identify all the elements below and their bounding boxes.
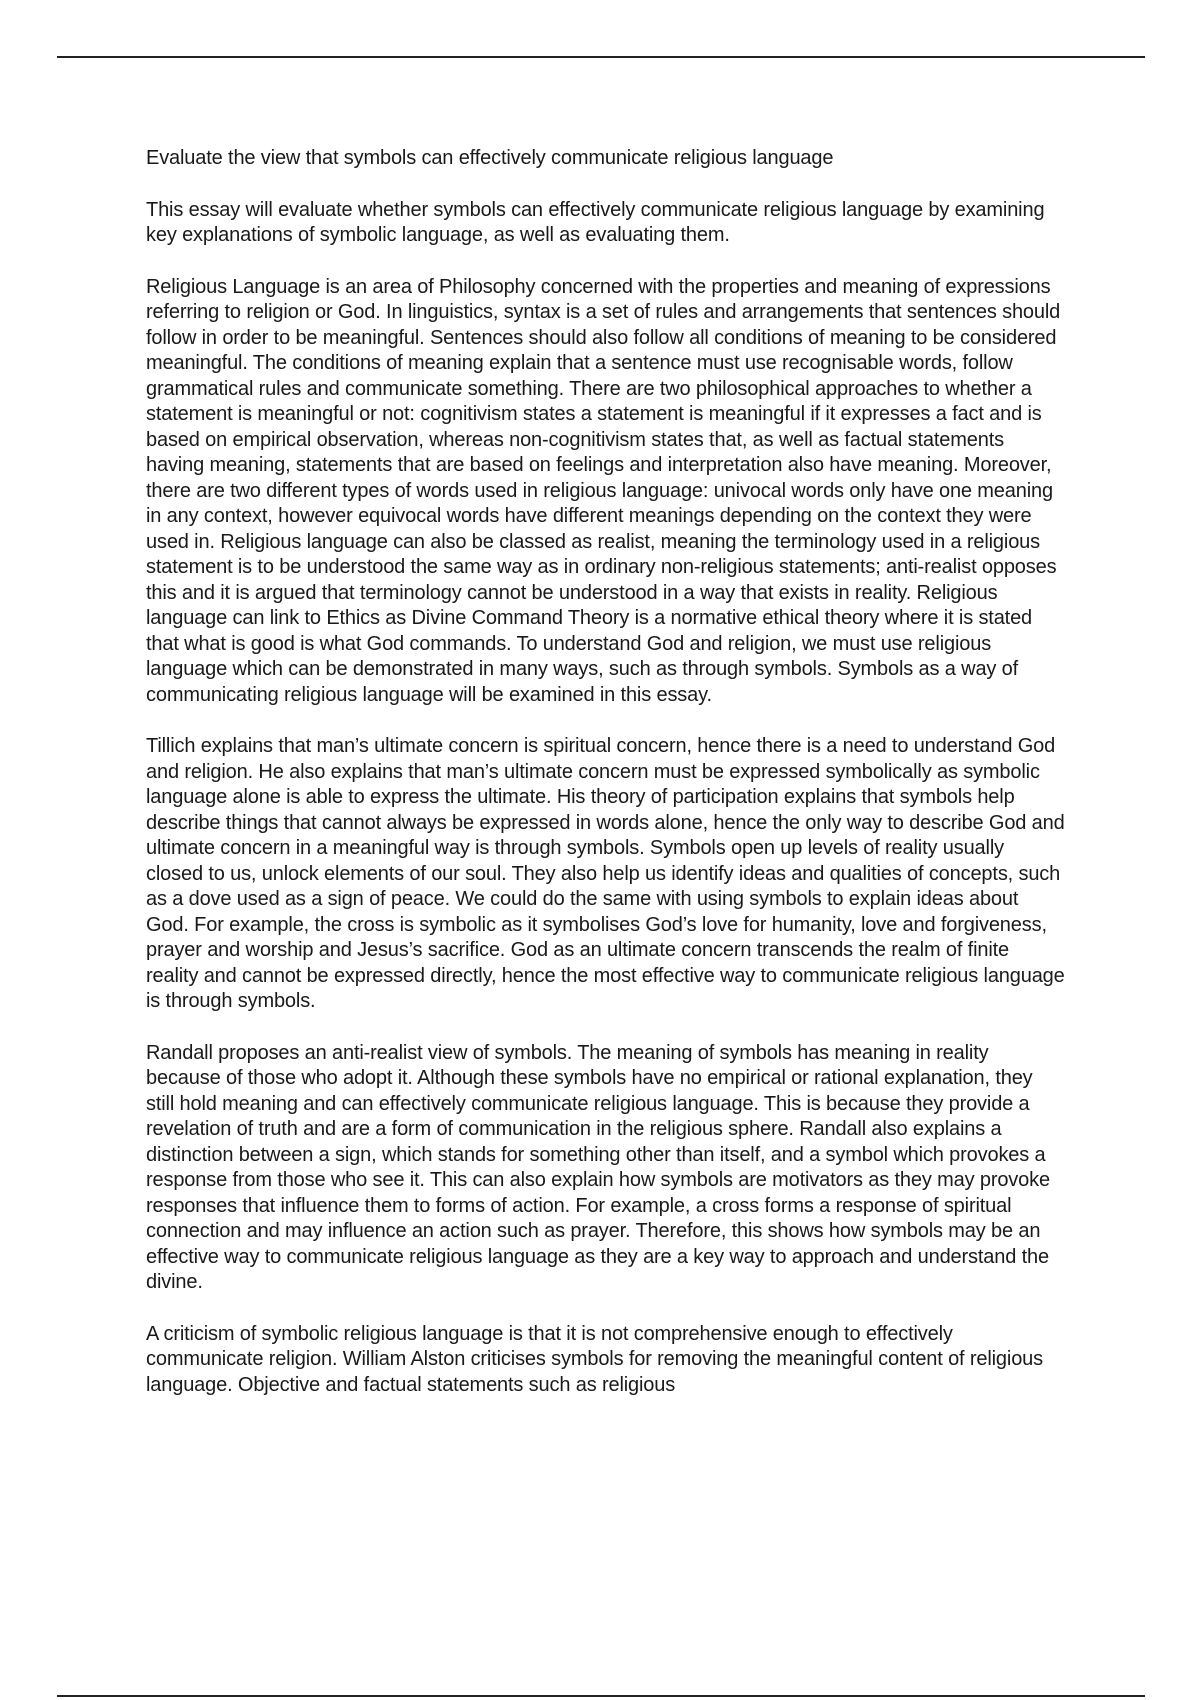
paragraph-tillich: Tillich explains that man’s ultimate concern is spiritual concern, hence there is a need to understand God and religion. He also explains that man’s ultimate concern must be expressed symbolically as symbolic language alone is able to express the ultimate. His theory of participation explains that symbols help describe things that cannot always be expressed in words alone, hence the only way to describe God and ultimate concern in a meaningful way is through symbols. Symbols open up levels of reality usually closed to us, unlock elements of our soul. They also help us identify ideas and qualities of concepts, such as a dove used as a sign of peace. We could do the same with using symbols to explain ideas about God. For example, the cross is symbolic as it symbolises God’s love for humanity, love and forgiveness, prayer and worship and Jesus’s sacrifice. God as an ultimate concern transcends the realm of finite reality and cannot be expressed directly, hence the most effective way to communicate religious language is through symbols.: [146, 735, 1065, 1012]
top-rule: [57, 56, 1145, 58]
paragraph-introduction: This essay will evaluate whether symbols can effectively communicate religious language by examining key explanations of symbolic language, as well as evaluating them.: [146, 198, 1045, 246]
paragraph-religious-language: Religious Language is an area of Philosophy concerned with the properties and meaning of expressions referring to religion or God. In linguistics, syntax is a set of rules and arrangements that sentences should follow in order to be meaningful. Sentences should also follow all conditions of meaning to be considered meaningful. The conditions of meaning explain that a sentence must use recognisable words, follow grammatical rules and communicate something. There are two philosophical approaches to whether a statement is meaningful or not: cognitivism states a statement is meaningful if it expresses a fact and is based on empirical observation, whereas non-cognitivism states that, as well as factual statements having meaning, statements that are based on feelings and interpretation also have meaning. Moreover, there are two different types of words used in religious language: univocal words only have one meaning in any context, however equivocal words have different meanings depending on the context they were used in. Religious language can also be classed as realist, meaning the terminology used in a religious statement is to be understood the same way as in ordinary non-religious statements; anti-realist opposes this and it is argued that terminology cannot be understood in a way that exists in reality. Religious language can link to Ethics as Divine Command Theory is a normative ethical theory where it is stated that what is good is what God commands. To understand God and religion, we must use religious language which can be demonstrated in many ways, such as through symbols. Symbols as a way of communicating religious language will be examined in this essay.: [146, 275, 1061, 706]
bottom-rule: [57, 1695, 1145, 1697]
paragraph-criticism: A criticism of symbolic religious language is that it is not comprehensive enough to effectively communicate religion. William Alston criticises symbols for removing the meaningful content of religious language. Objective and factual statements such as religious: [146, 1322, 1043, 1396]
essay-title: Evaluate the view that symbols can effectively communicate religious language: [146, 147, 834, 169]
essay-body: [146, 146, 1066, 1424]
paragraph-randall: Randall proposes an anti-realist view of symbols. The meaning of symbols has meaning in reality because of those who adopt it. Although these symbols have no empirical or rational explanation, they still hold meaning and can effectively communicate religious language. This is because they provide a revelation of truth and are a form of communication in the religious sphere. Randall also explains a distinction between a sign, which stands for something other than itself, and a symbol which provokes a response from those who see it. This can also explain how symbols are motivators as they may provoke responses that influence them to forms of action. For example, a cross forms a response of spiritual connection and may influence an action such as prayer. Therefore, this shows how symbols may be an effective way to communicate religious language as they are a key way to approach and understand the divine.: [146, 1041, 1050, 1293]
